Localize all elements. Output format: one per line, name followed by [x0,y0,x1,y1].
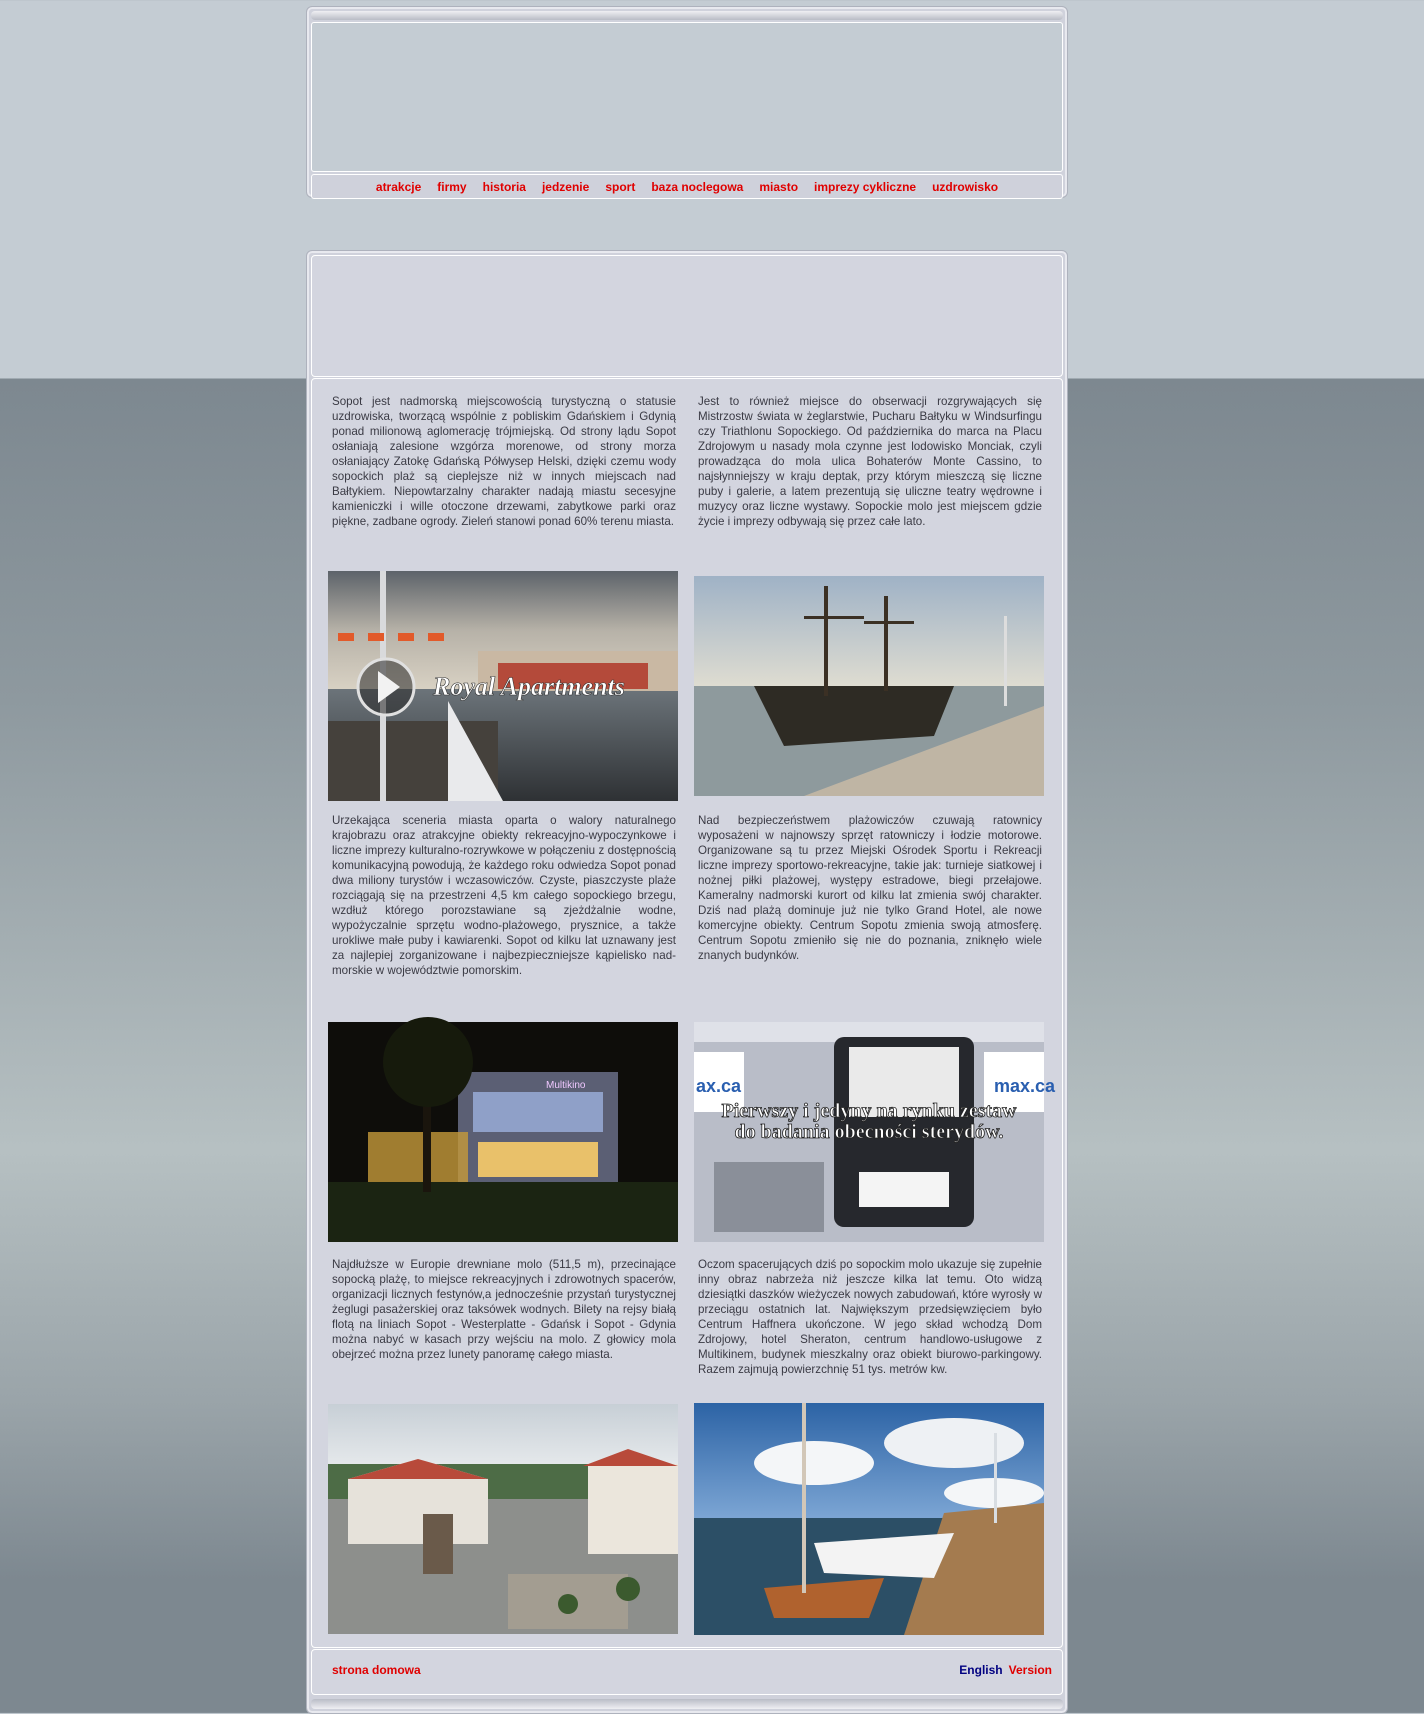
version-label: Version [1008,1663,1052,1677]
header-frame [306,6,1068,198]
paragraph-pier: Najdłuższe w Europie drewniane molo (511,5 m), przecinające sopocką plażę, to miejsce rekreacyjnych i zdrowotnych spacerów, organizacji licznych festynów,a jednocześnie przystań turystycznej żeglugi pasażerskiej oraz taksówek wodnych. Bilety na rejsy białą flotą na liniach Sopot - Westerplatte - Gdańsk i Sopot - Gdynia można nabyć w kasach przy wejściu na molo. Z głowicy mola obejrzeć można przez lunety panoramę całego miasta. [332,1258,676,1361]
nav-item-atrakcje[interactable]: atrakcje [375,179,422,194]
main-nav [311,174,1063,199]
header-banner [311,22,1063,172]
pier-overlay-text: Royal Apartments [433,672,625,701]
paragraph-scenery: Urzekająca sceneria miasta oparta o walory naturalnego krajobrazu oraz atrakcyjne obiekty rekreacyjno-wypoczynkowe i liczne imprezy kulturalno-rozrywkowe w połączeniu z dostępnością komunikacyjną powodują, że każdego roku odwiedza Sopot ponad dwa miliony turystów i wczasowiczów. Czyste, piaszczyste plaże rozciągają się na przestrzeni 4,5 km całego sopockiego brzegu, wzdłuż którego porozstawiane są zjeżdżalnie wodne, wypożyczalnie sprzętu wodno-plażowego, prysznice, a także urokliwe małe puby i kawiarenki. Sopot od kilku lat uznawany jest za najlepiej zorganizowane i najbezpieczniejsze kąpielisko nad-morskie w województwie pomorskim. [332,814,676,977]
content-area [311,378,1063,1648]
paragraph-safety: Nad bezpieczeństwem plażowiczów czuwają ratownicy wyposażeni w najnowszy sprzęt ratowniczy i łodzie motorowe. Organizowane są tu przez Miejski Ośrodek Sportu i Rekreacji liczne imprezy sportowo-rekreacyjne, takie jak: turnieje siatkowej i nożnej piłki plażowej, występy estradowe, biegi przełajowe. Kameralny nadmorski kurort od kilku lat zmienia swój charakter. Dziś nad plażą dominuje już nie tylko Grand Hotel, ale nowe komercyjne obiekty. Centrum Sopotu zmienia swoją atmosferę. Centrum Sopotu zmieniło się nie do poznania, zniknęło wiele znanych budynków. [698,814,1042,962]
main-frame [306,250,1068,1714]
nav-item-imprezy-cykliczne[interactable]: imprezy cykliczne [814,179,917,194]
nav-item-historia[interactable]: historia [482,179,526,194]
kit-overlay-line2: do badania obecności sterydów. [734,1121,1004,1143]
photo-pirate-ship [694,576,1044,796]
home-link[interactable]: strona domowa [332,1663,421,1677]
paragraph-haffner: Oczom spacerujących dziś po sopockim molo ukazuje się zupełnie inny obraz nabrzeża niż jeszcze kilka lat temu. Oto widzą dziesiątki daszków wieżyczek nowych zabudowań, które wyrosły w przeciągu ostatnich lat. Największym przedsięwzięciem było Centrum Haffnera ukończone. W jego skład wchodzą Dom Zdrojowy, hotel Sheraton, centrum handlowo-usługowe z Multikinem, budynek mieszkalny oraz obiekt biurowo-parkingowy. Razem zajmują powierzchnię 51 tys. metrów kw. [698,1258,1042,1376]
nav-item-baza-noclegowa[interactable]: baza noclegowa [651,179,744,194]
paragraph-intro: Sopot jest nadmorską miejscowością turystyczną o statusie uzdrowiska, tworzącą wspólnie z pobliskim Gdańskiem i Gdynią ponad milionową aglomerację trójmiejską. Od strony lądu Sopot osłaniają zalesione wzgórza morenowe, od strony morza osłaniający Zatokę Gdańską Półwysep Helski, dzięki czemu wody sopockich plaż są cieplejsze niż w innych miejscach nad Bałtykiem. Niepowtarzalny charakter nadają miastu secesyjne kamieniczki i wille otoczone drzewami, zabytkowe parki oraz piękne, zadbane ogrody. Zieleń stanowi ponad 60% terenu miasta. [332,395,676,528]
photo-night-mall [328,1022,678,1242]
mall-sign-text: Multikino [546,1080,586,1091]
footer-bottom-bar [311,1699,1063,1709]
paragraph-events: Jest to również miejsce do obserwacji rozgrywających się Mistrzostw świata w żeglarstwie, Pucharu Bałtyku w Windsurfingu czy Triathlonu Sopockiego. Od października do marca na Placu Zdrojowym u nasady mola czynne jest lodowisko Monciak, czyli prowadząca do mola ulica Bohaterów Monte Cassino, to najsłynniejszy w kraju deptak, przy którym mieszczą się liczne puby i galerie, a latem prezentują się uliczne teatry wędrowne i muzycy oraz liczne wystawy. Sopockie molo jest miejscem gdzie życie i imprezy odbywają się przez całe lato. [698,395,1042,528]
english-version-link[interactable] [959,1663,1052,1677]
footer-bar [311,1649,1063,1695]
nav-item-firmy[interactable]: firmy [437,179,467,194]
kit-brand-left: ax.ca [696,1076,742,1096]
nav-item-jedzenie[interactable]: jedzenie [541,179,590,194]
kit-overlay-line1: Pierwszy i jedyny na rynku zestaw [721,1100,1017,1122]
nav-item-sport[interactable]: sport [605,179,636,194]
photo-aerial-resort [328,1404,678,1634]
photo-marina-yachts [694,1403,1044,1635]
english-label: English [959,1663,1003,1677]
nav-item-miasto[interactable]: miasto [759,179,799,194]
photo-pier-video[interactable] [328,571,678,801]
header-top-bar [311,11,1063,20]
photo-test-kit-ad[interactable] [694,1022,1056,1242]
ad-box [311,255,1063,377]
kit-brand-right: max.ca [994,1076,1056,1096]
nav-item-uzdrowisko[interactable]: uzdrowisko [932,179,999,194]
